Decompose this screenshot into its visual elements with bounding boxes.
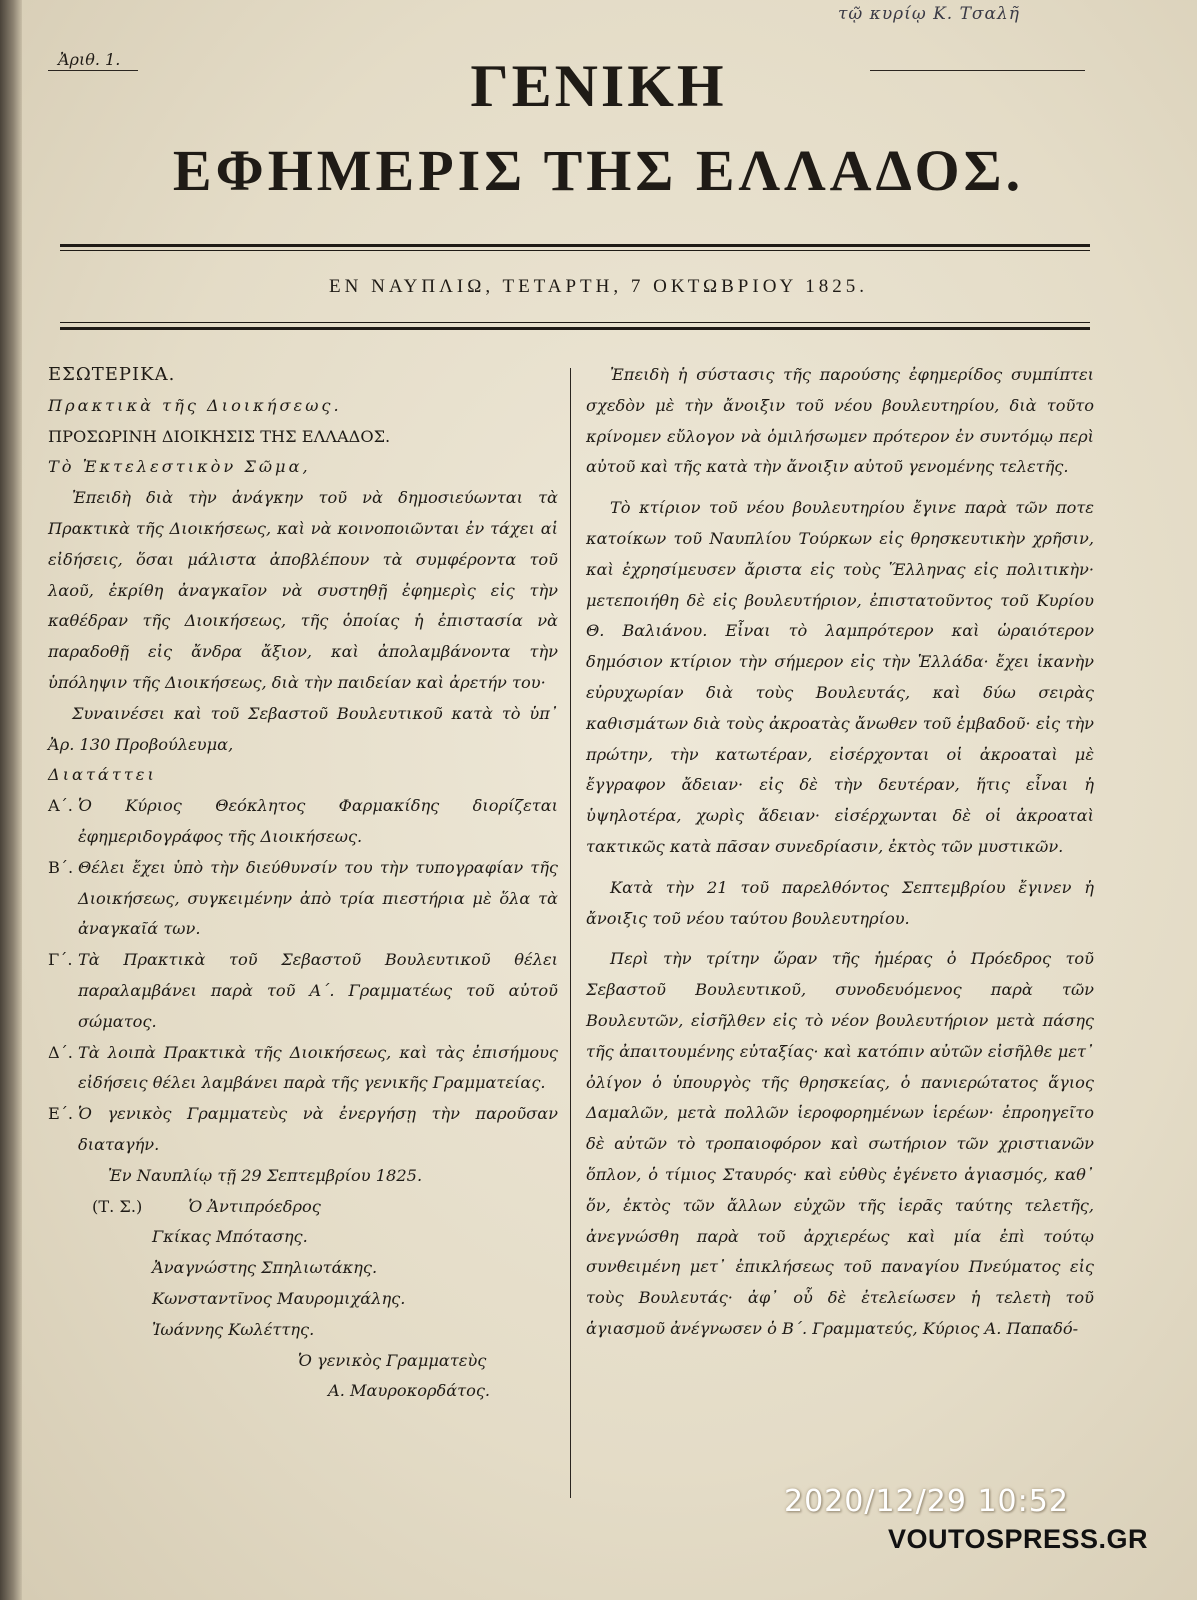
seal-line: [48, 1192, 558, 1223]
item-text: Τὰ λοιπὰ Πρακτικὰ τῆς Διοικήσεως, καὶ τὰς ἐπισήμους εἰδήσεις θέλει λαμβάνει παρὰ τῆς γενικῆς Γραμματείας.: [78, 1042, 558, 1093]
item-number: Γ΄.: [48, 950, 73, 970]
left-column: [48, 360, 558, 1407]
decree-verb: Διατάττει: [48, 765, 157, 785]
item-text: Ὁ γενικὸς Γραμματεὺς νὰ ἐνεργήσῃ τὴν παροῦσαν διαταγήν.: [78, 1104, 558, 1154]
vice-president: Ὁ Ἀντιπρόεδρος: [188, 1196, 321, 1216]
body-title: Τὸ Ἐκτελεστικὸν Σῶμα,: [48, 457, 311, 477]
item-number: Α΄.: [48, 796, 73, 816]
top-rule-thin: [60, 250, 1090, 251]
right-column: [586, 360, 1094, 1345]
item-number: Ε΄.: [48, 1104, 74, 1124]
decree-item: [48, 945, 558, 1037]
decree-paragraph-1: Ἐπειδὴ διὰ τὴν ἀνάγκην τοῦ νὰ δημοσιεύωνται τὰ Πρακτικὰ τῆς Διοικήσεως, καὶ νὰ κοινοποιῶνται ἐν τάχει αἱ εἰδήσεις, ὅσαι μάλιστα ἀποβλέπουν τὰ συμφέροντα τοῦ λαοῦ, ἐκρίθη ἀναγκαῖον νὰ συστηθῇ ἐφημερὶς εἰς τὴν καθέδραν τῆς Διοικήσεως, τῆς ὁποίας ἡ ἐπιστασία νὰ παραδοθῇ εἰς ἄνδρα ἄξιον, καὶ ἀπολαμβάνοντα τὴν ὑπόληψιν τῆς Διοικήσεως, διὰ τὴν παιδείαν καὶ ἀρετήν του·: [48, 488, 558, 692]
item-number: Δ΄.: [48, 1042, 73, 1062]
dateline: ΕΝ ΝΑΥΠΛΙΩ, ΤΕΤΑΡΤΗ, 7 ΟΚΤΩΒΡΙΟΥ 1825.: [329, 276, 868, 297]
section-subtitle: Πρακτικὰ τῆς Διοικήσεως.: [48, 395, 342, 415]
decree-item: [48, 791, 558, 853]
watermark-text: VOUTOSPRESS.GR: [888, 1524, 1149, 1554]
item-text: Θέλει ἔχει ὑπὸ τὴν διεύθυνσίν του τὴν τυπογραφίαν τῆς Διοικήσεως, συγκειμένην ἀπὸ τρία πιεστήρια μὲ ὅλα τὰ ἀναγκαῖά των.: [78, 857, 558, 939]
secretary-name: Α. Μαυροκορδάτος.: [328, 1381, 491, 1401]
photo-timestamp: 2020/12/29 10:52: [784, 1484, 1069, 1519]
authority-heading: ΠΡΟΣΩΡΙΝΗ ΔΙΟΙΚΗΣΙΣ ΤΗΣ ΕΛΛΑΔΟΣ.: [48, 426, 391, 446]
decree-paragraph-2: Συναινέσει καὶ τοῦ Σεβαστοῦ Βουλευτικοῦ κατὰ τὸ ὑπ᾽ Ἀρ. 130 Προβούλευμα,: [48, 703, 558, 754]
decree-item: [48, 853, 558, 945]
decree-item: [48, 1099, 558, 1161]
decree-item: [48, 1038, 558, 1100]
section-heading: ΕΣΩΤΕΡΙΚΑ.: [48, 364, 176, 385]
bottom-rule-thin: [60, 322, 1090, 323]
seal: (Τ. Σ.): [92, 1196, 143, 1216]
article-paragraph: Ἐπειδὴ ἡ σύστασις τῆς παρούσης ἐφημερίδος συμπίπτει σχεδὸν μὲ τὴν ἄνοιξιν τοῦ νέου βουλευτηρίου, διὰ τοῦτο κρίνομεν εὔλογον νὰ ὁμιλήσωμεν πρότερον ἐν συντόμῳ περὶ αὐτοῦ καὶ τῆς κατὰ τὴν ἄνοιξιν αὐτοῦ γενομένης τελετῆς.: [586, 365, 1094, 477]
item-number: Β΄.: [48, 857, 74, 877]
article-paragraph: Τὸ κτίριον τοῦ νέου βουλευτηρίου ἔγινε παρὰ τῶν ποτε κατοίκων τοῦ Ναυπλίου Τούρκων εἰς θρησκευτικὴν χρῆσιν, καὶ ἐχρησίμευσεν ἄριστα εἰς τοὺς Ἕλληνας εἰς πολιτικὴν· μετεποιήθη δὲ εἰς βουλευτήριον, ἐπιστατοῦντος τοῦ Κυρίου Θ. Βαλιάνου. Εἶναι τὸ λαμπρότερον καὶ ὡραιότερον δημόσιον κτίριον τὴν σήμερον εἰς τὴν Ἑλλάδα· ἔχει ἱκανὴν εὐρυχωρίαν διὰ τοὺς Βουλευτάς, καὶ δύω σειρὰς καθισμάτων διὰ τοὺς ἀκροατὰς ἄνωθεν τοῦ ἐμβαδοῦ· εἰς τὴν πρώτην, τὴν κατωτέραν, εἰσέρχονται οἱ ἀκροαταὶ μὲ ἔγγραφον ἄδειαν· εἰς δὲ τὴν δευτέραν, ἥτις εἶναι ἡ ὑψηλοτέρα, χωρὶς ἄδειαν· εἰσέρχωνται δὲ οἱ ἀκροαταὶ τακτικῶς κατὰ πᾶσαν συνεδρίασιν, ἐκτὸς τῶν μυστικῶν.: [586, 498, 1094, 856]
column-divider: [570, 368, 571, 1498]
item-text: Τὰ Πρακτικὰ τοῦ Σεβαστοῦ Βουλευτικοῦ θέλει παραλαμβάνει παρὰ τοῦ Α΄. Γραμματέως τοῦ αὐτοῦ σώματος.: [78, 950, 558, 1031]
issue-number: Ἀριθ. 1.: [58, 50, 121, 69]
handwritten-note: τῷ κυρίῳ Κ. Τσαλῆ: [838, 4, 1020, 24]
signatory: Γκίκας Μπότασης.: [152, 1227, 308, 1247]
article-paragraph: Κατὰ τὴν 21 τοῦ παρελθόντος Σεπτεμβρίου ἔγινεν ἡ ἄνοιξις τοῦ νέου ταύτου βουλευτηρίου.: [586, 877, 1094, 928]
bottom-rule: [60, 327, 1090, 330]
place-date: Ἐν Ναυπλίῳ τῇ 29 Σεπτεμβρίου 1825.: [108, 1165, 423, 1185]
signatory: Ἰωάννης Κωλέττης.: [152, 1319, 315, 1339]
masthead-line1: ΓΕΝΙΚΗ: [470, 53, 727, 119]
signatory: Κωνσταντῖνος Μαυρομιχάλης.: [152, 1288, 406, 1308]
article-paragraph: Περὶ τὴν τρίτην ὥραν τῆς ἡμέρας ὁ Πρόεδρος τοῦ Σεβαστοῦ Βουλευτικοῦ, συνοδευόμενος παρὰ τῶν Βουλευτῶν, εἰσῆλθεν εἰς τὸ νέον βουλευτήριον μετὰ πάσης τῆς ἀπαιτουμένης εὐταξίας· καὶ κατόπιν αὐτῶν εἰσῆλθε μετ᾽ ὀλίγον ὁ ὑπουργὸς τῆς θρησκείας, ὁ πανιερώτατος ἅγιος Δαμαλῶν, μετὰ πολλῶν ἱεροφορημένων ἱερέων· ἐπροηγεῖτο δὲ αὐτῶν τὸ τροπαιοφόρον καὶ σωτήριον τῶν χριστιανῶν ὅπλον, ὁ τίμιος Σταυρός· καὶ εὐθὺς ἐγένετο ἁγιασμός, καθ᾽ ὅν, ἐκτὸς τῶν ἄλλων εὐχῶν τῆς ἱερᾶς ταύτης τελετῆς, ἀνεγνώσθη παρὰ τοῦ ἀρχιερέως καὶ μία ἐπὶ τούτῳ συνθειμένη μετ᾽ ἐπικλήσεως τοῦ παναγίου Πνεύματος εἰς τοὺς Βουλευτάς· ἀφ᾽ οὗ δὲ ἐτελείωσεν ἡ τελετὴ τοῦ ἁγιασμοῦ ἀνέγνωσεν ὁ Β΄. Γραμματεύς, Κύριος Α. Παπαδό-: [586, 949, 1094, 1338]
book-spine: [0, 0, 22, 1600]
masthead-line2: ΕΦΗΜΕΡΙΣ ΤΗΣ ΕΛΛΑΔΟΣ.: [172, 138, 1025, 203]
signatory: Ἀναγνώστης Σπηλιωτάκης.: [152, 1258, 378, 1278]
item-text: Ὁ Κύριος Θεόκλητος Φαρμακίδης διορίζεται ἐφημεριδογράφος τῆς Διοικήσεως.: [78, 796, 558, 846]
top-rule: [60, 244, 1090, 247]
secretary-title: Ὁ γενικὸς Γραμματεὺς: [298, 1350, 487, 1370]
